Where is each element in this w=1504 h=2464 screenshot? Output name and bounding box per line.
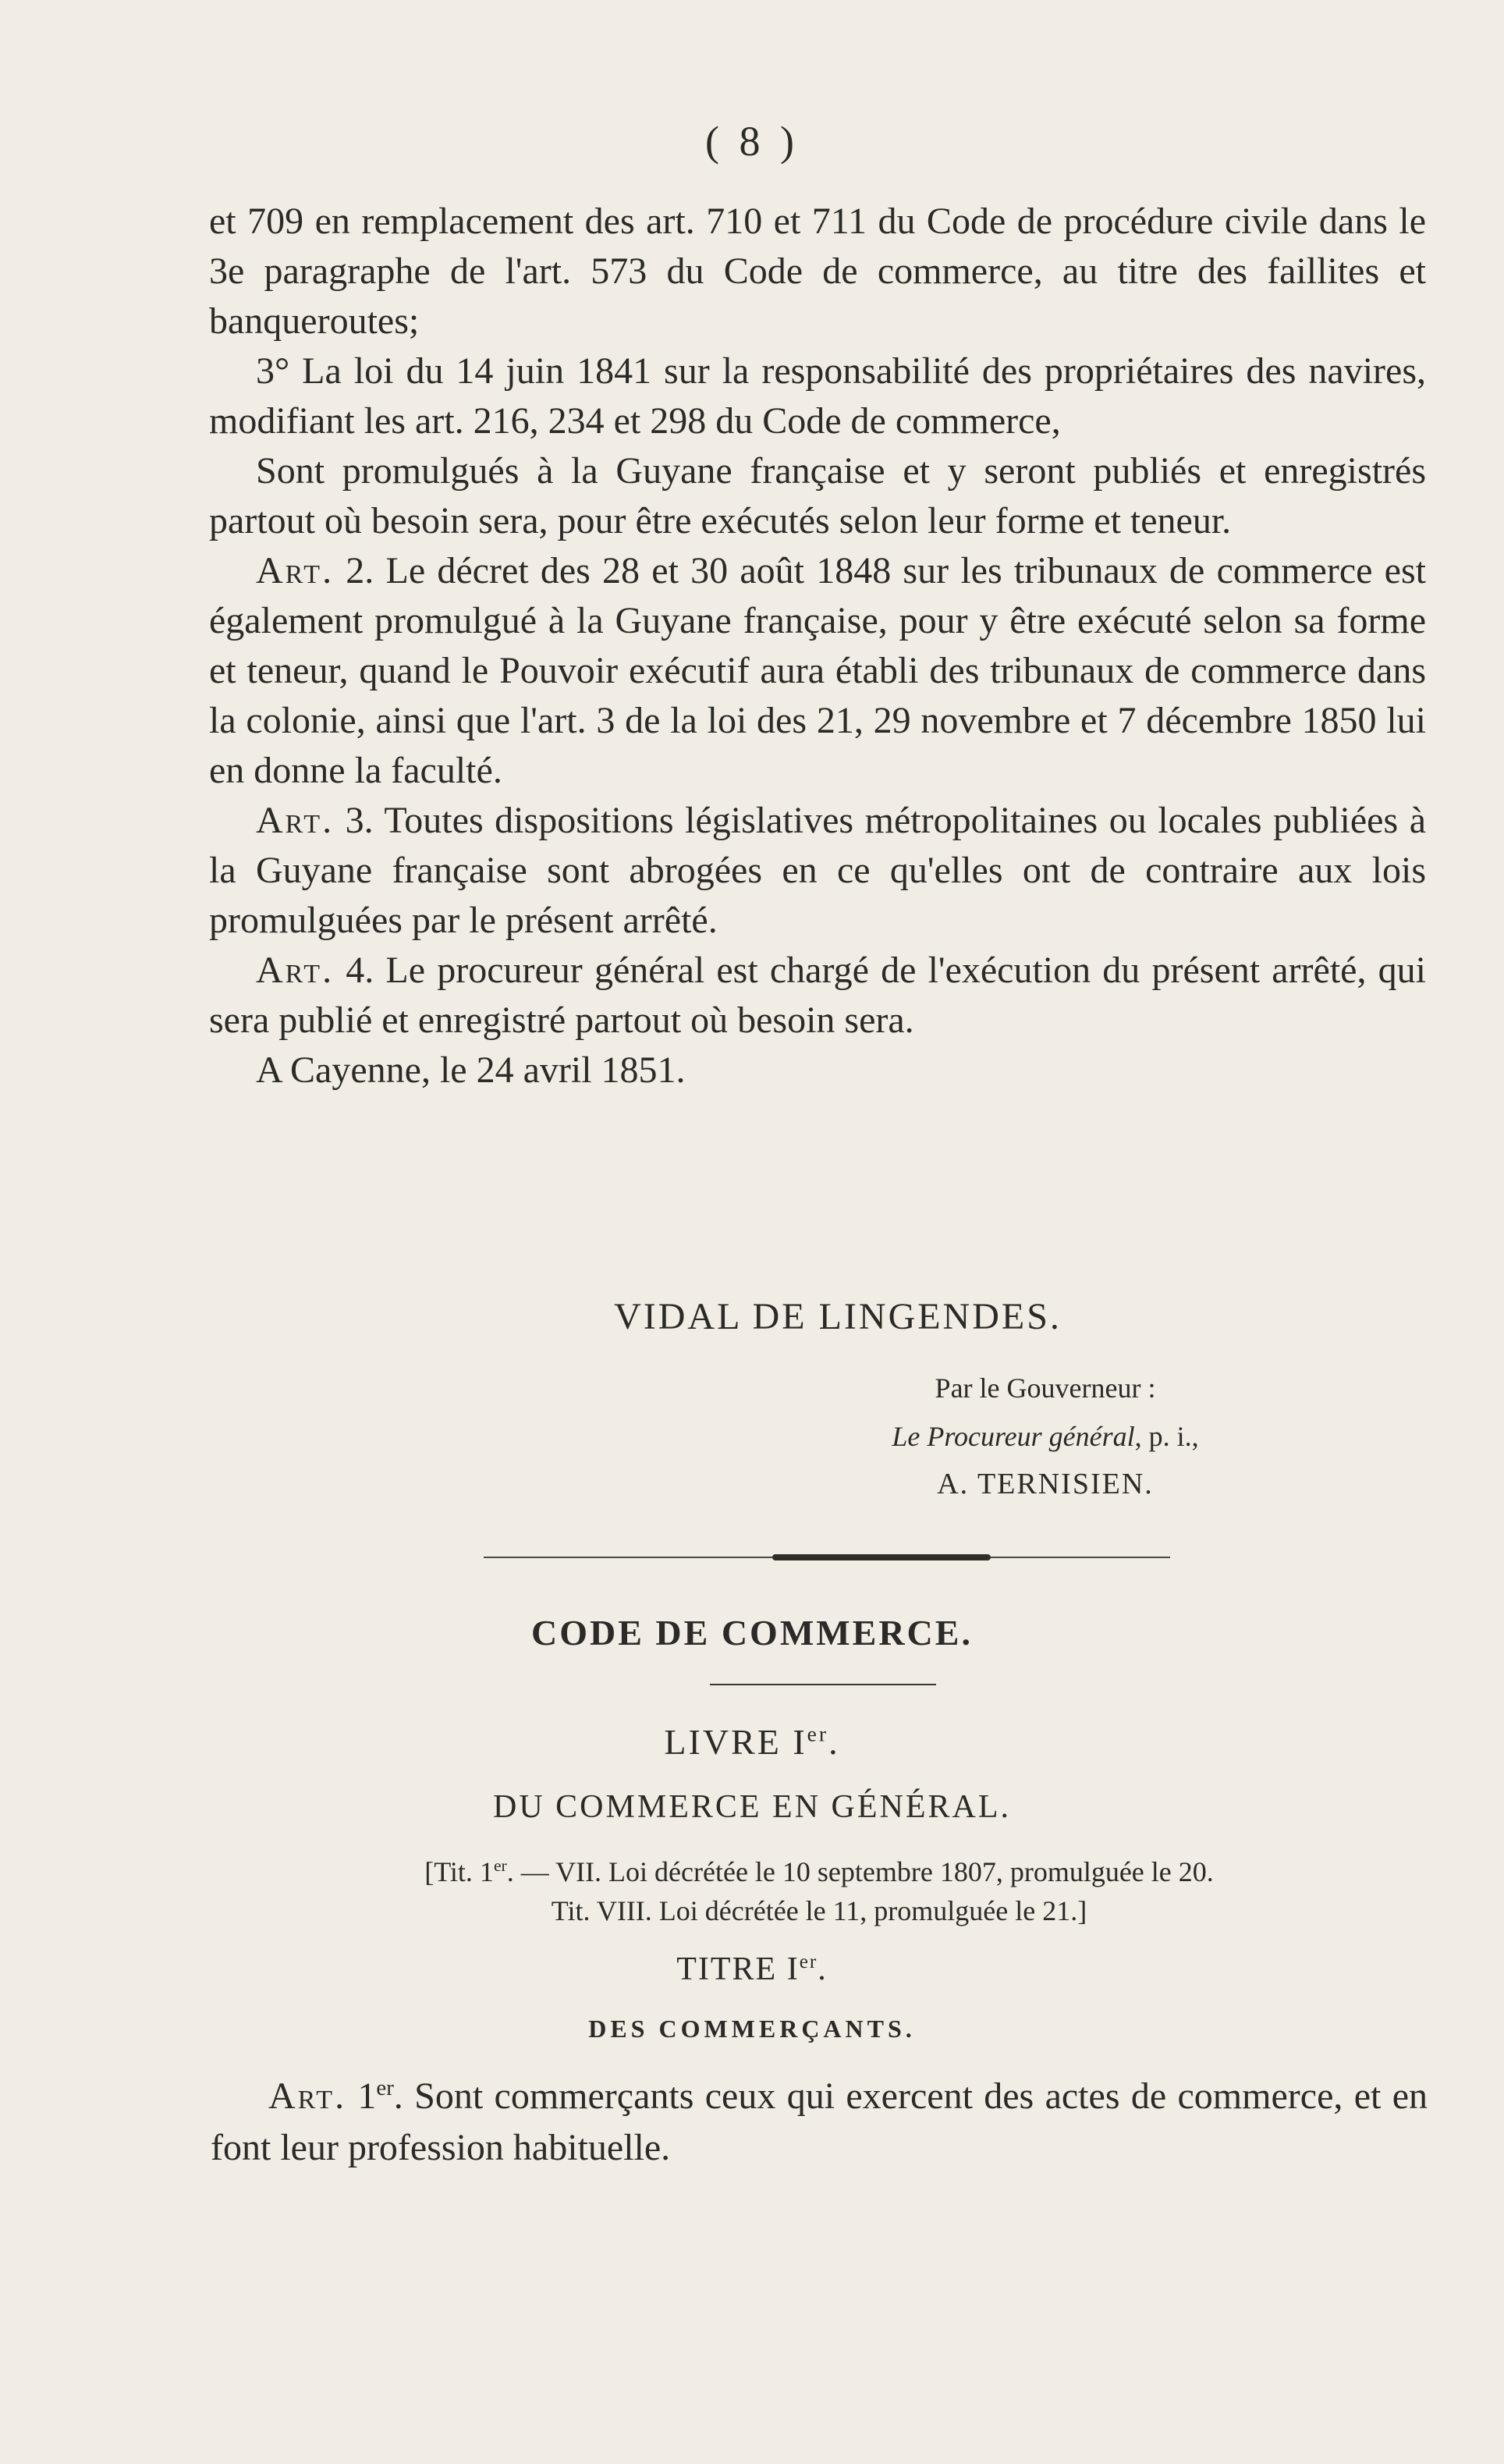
paragraph-text: et 709 en remplacement des art. 710 et 711 du Code de procédure civile dans le 3e paragraphe de l'art. 573 du Code de commerce, au titre des faillites et banqueroutes; [209, 201, 1426, 342]
code-title: CODE DE COMMERCE. [531, 1613, 973, 1653]
procureur-title: Le Procureur général [892, 1421, 1135, 1452]
enactment-note [211, 1852, 1428, 1930]
par-le-gouverneur: Par le Gouverneur : [935, 1372, 1156, 1404]
article-2 [209, 546, 1426, 796]
paragraph-loi-1841 [209, 346, 1426, 446]
article-text: . Sont commerçants ceux qui exercent des actes de commerce, et en font leur profession habituelle. [211, 2075, 1428, 2168]
titre-heading: TITRE Ier. [676, 1951, 828, 1987]
date-place-line: A Cayenne, le 24 avril 1851. [256, 1049, 686, 1091]
article-label: Art. [268, 2075, 347, 2117]
article-text: 4. Le procureur général est chargé de l'exécution du présent arrêté, qui sera publié et enregistré partout où besoin sera. [209, 950, 1426, 1041]
enactment-note-line2: Tit. VIII. Loi décrétée le 11, promulguée le 21.] [551, 1895, 1087, 1926]
governor-signature: VIDAL DE LINGENDES. [614, 1296, 1062, 1337]
article-label: Art. [256, 800, 335, 841]
article-1: Art. 1er. Sont commerçants ceux qui exercent des actes de commerce, et en font leur profession habituelle. [211, 2075, 1428, 2168]
paragraph-continuation [209, 197, 1426, 346]
enactment-note-line1: [Tit. 1er. — VII. Loi décrétée le 10 septembre 1807, promulguée le 20. [424, 1856, 1214, 1887]
article-label: Art. [256, 550, 335, 591]
livre-heading: LIVRE Ier. [664, 1721, 840, 1762]
paragraph-promulgation [209, 446, 1426, 546]
livre-subtitle: DU COMMERCE EN GÉNÉRAL. [493, 1789, 1011, 1825]
page-number: ( 8 ) [705, 118, 799, 165]
paragraph-text: 3° La loi du 14 juin 1841 sur la responsabilité des propriétaires des navires, modifiant les art. 216, 234 et 298 du Code de commerce, [209, 350, 1426, 442]
titre-subtitle: DES COMMERÇANTS. [588, 2015, 916, 2043]
decree-body [209, 197, 1426, 1095]
paragraph-text: Sont promulgués à la Guyane française et y seront publiés et enregistrés partout où besoin sera, pour être exécutés selon leur forme et teneur. [209, 450, 1426, 541]
article-3 [209, 796, 1426, 946]
article-text: 2. Le décret des 28 et 30 août 1848 sur les tribunaux de commerce est également promulgué à la Guyane française, pour y être exécuté selon sa forme et teneur, quand le Pouvoir exécutif aura établi des tribunaux de commerce dans la colonie, ainsi que l'art. 3 de la loi des 21, 29 novembre et 7 décembre 1850 lui en donne la faculté. [209, 550, 1426, 791]
procureur-line [686, 1420, 1404, 1453]
section-divider [484, 1554, 1170, 1560]
procureur-signature: A. TERNISIEN. [937, 1468, 1154, 1500]
article-4 [209, 946, 1426, 1046]
title-underline [710, 1684, 936, 1685]
article-label: Art. [256, 950, 335, 991]
procureur-suffix: , p. i., [1134, 1421, 1199, 1452]
article-text: 3. Toutes dispositions législatives métropolitaines ou locales publiées à la Guyane française sont abrogées en ce qu'elles ont de contraire aux lois promulguées par le présent arrêté. [209, 800, 1426, 941]
